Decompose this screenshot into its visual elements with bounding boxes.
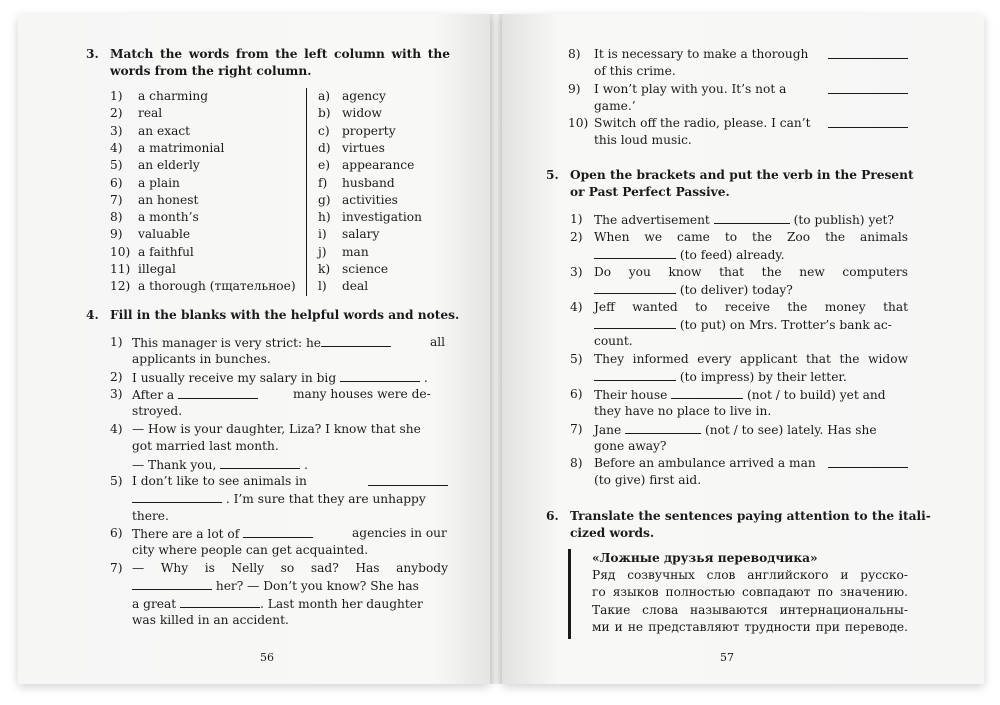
item-number: 2) <box>110 370 123 384</box>
answer-blank-row <box>828 455 908 473</box>
left-page <box>18 14 490 684</box>
list-item: 7) an honest <box>110 192 199 207</box>
item-text: There are a lot of <box>132 525 313 543</box>
list-item: j) man <box>318 244 369 259</box>
column-divider <box>306 88 307 296</box>
list-item: 11) illegal <box>110 262 176 276</box>
item-text: there. <box>132 509 169 523</box>
exercise-4-title: Fill in the blanks with the helpful words and notes. <box>110 308 460 322</box>
answer-blank[interactable] <box>340 369 420 382</box>
page-number: 56 <box>260 651 274 664</box>
item-text: (to impress) by their letter. <box>594 368 847 386</box>
answer-blank[interactable] <box>714 211 790 224</box>
item-text: They informed every applicant that the widow <box>594 352 908 366</box>
list-item: d) virtues <box>318 140 385 155</box>
item-text: gone away? <box>594 439 667 453</box>
item-text: After a <box>132 386 258 404</box>
item-text: count. <box>594 334 633 348</box>
item-text: — Why is Nelly so sad? Has anybody <box>132 561 448 575</box>
answer-blank[interactable] <box>132 577 212 590</box>
item-text: agencies in our <box>352 526 447 540</box>
list-item: 1) a charming <box>110 89 209 103</box>
item-text: (to give) first aid. <box>594 473 702 487</box>
note-box-line: ми и не представляют трудности при переводе. <box>592 620 908 634</box>
item-number: 9) <box>568 82 581 96</box>
item-text: When we came to the Zoo the animals <box>594 230 908 244</box>
item-number: 1) <box>570 212 583 226</box>
item-text: I won’t play with you. It’s not a <box>594 82 787 96</box>
item-text: got married last month. <box>132 439 279 453</box>
item-text: This manager is very strict: he <box>132 334 391 352</box>
exercise-6-title-line1: Translate the sentences paying attention to the itali- <box>570 509 931 523</box>
list-item: h) investigation <box>318 210 422 225</box>
list-item: a) agency <box>318 89 386 103</box>
item-text: stroyed. <box>132 404 183 418</box>
item-text: city where people can get acquainted. <box>132 543 369 557</box>
list-item: k) science <box>318 262 389 276</box>
item-text: of this crime. <box>594 64 676 78</box>
item-number: 10) <box>568 116 589 130</box>
item-number: 3) <box>570 265 583 279</box>
answer-blank[interactable] <box>625 421 701 434</box>
item-text: all <box>430 335 446 349</box>
item-number: 6) <box>570 387 583 401</box>
item-text: The advertisement (to publish) yet? <box>594 213 894 227</box>
item-text: they have no place to live in. <box>594 404 772 418</box>
answer-blank-row <box>828 81 908 99</box>
right-column-list <box>318 88 458 298</box>
item-text: I don’t like to see animals in <box>132 474 307 488</box>
answer-blank[interactable] <box>178 386 258 399</box>
exercise-3-title-line1: Match the words from the left column with the <box>110 47 450 61</box>
item-text: . I’m sure that they are unhappy <box>132 490 426 508</box>
right-page <box>502 14 984 684</box>
item-number: 3) <box>110 387 123 401</box>
item-text: this loud music. <box>594 133 692 147</box>
answer-blank-row <box>368 473 448 491</box>
list-item: 3) an exact <box>110 123 191 138</box>
answer-blank[interactable] <box>828 46 908 59</box>
item-number: 5) <box>570 352 583 366</box>
item-text: Jeff wanted to receive the money that <box>594 300 908 314</box>
note-box-title: «Ложные друзья переводчика» <box>592 551 818 565</box>
list-item: g) activities <box>318 192 398 207</box>
item-number: 2) <box>570 230 583 244</box>
answer-blank[interactable] <box>321 334 391 347</box>
item-number: 7) <box>570 422 583 436</box>
answer-blank-row <box>828 115 908 133</box>
answer-blank[interactable] <box>594 246 676 259</box>
list-item: e) appearance <box>318 158 415 173</box>
exercise-5-title-line1: Open the brackets and put the verb in the Present <box>570 168 914 182</box>
item-number: 6) <box>110 526 123 540</box>
item-text: Switch off the radio, please. I can’t <box>594 116 811 130</box>
exercise-3-title-line2: words from the right column. <box>110 64 312 78</box>
answer-blank[interactable] <box>828 455 908 468</box>
answer-blank[interactable] <box>828 81 908 94</box>
item-text: applicants in bunches. <box>132 352 271 366</box>
item-text: Before an ambulance arrived a man <box>594 456 816 470</box>
answer-blank[interactable] <box>594 316 676 329</box>
item-number: 4) <box>570 300 583 314</box>
answer-blank[interactable] <box>828 115 908 128</box>
item-number: 8) <box>570 456 583 470</box>
item-text: (to feed) already. <box>594 246 785 264</box>
item-text: I usually receive my salary in big . <box>132 371 428 385</box>
item-text: — Thank you, . <box>132 458 308 472</box>
exercise-3-number: 3. <box>86 47 99 61</box>
note-box-line: го языков полностью совпадают по значению. <box>592 585 908 599</box>
answer-blank[interactable] <box>243 525 313 538</box>
answer-blank[interactable] <box>594 281 676 294</box>
list-item: 12) a thorough (тщательное) <box>110 279 296 294</box>
item-text: — How is your daughter, Liza? I know that she <box>132 422 421 436</box>
item-text: Their house (not / to build) yet and <box>594 388 886 402</box>
answer-blank[interactable] <box>671 386 743 399</box>
item-number: 7) <box>110 561 123 575</box>
list-item: 4) a matrimonial <box>110 140 225 155</box>
left-column-list <box>110 88 310 298</box>
item-text: game.’ <box>594 99 636 113</box>
exercise-6-title-line2: cized words. <box>570 526 655 540</box>
exercise-4-number: 4. <box>86 308 99 322</box>
answer-blank[interactable] <box>132 490 222 503</box>
answer-blank-row <box>828 46 908 64</box>
list-item: 5) an elderly <box>110 158 200 173</box>
list-item: c) property <box>318 123 396 138</box>
item-number: 4) <box>110 422 123 436</box>
list-item: 6) a plain <box>110 175 180 190</box>
page-number: 57 <box>720 651 734 664</box>
answer-blank[interactable] <box>594 368 676 381</box>
list-item: f) husband <box>318 175 395 190</box>
item-text: It is necessary to make a thorough <box>594 47 809 61</box>
answer-blank[interactable] <box>368 473 448 486</box>
item-text: a great . Last month her daughter <box>132 597 423 611</box>
exercise-5-title-line2: or Past Perfect Passive. <box>570 185 730 199</box>
list-item: 9) valuable <box>110 227 191 242</box>
item-text: her? — Don’t you know? She has <box>132 577 419 595</box>
list-item: 10) a faithful <box>110 244 194 259</box>
item-number: 8) <box>568 47 581 61</box>
item-text: (to deliver) today? <box>594 281 793 299</box>
list-item: 2) real <box>110 106 163 121</box>
list-item: 8) a month’s <box>110 210 199 225</box>
exercise-5-number: 5. <box>546 168 559 182</box>
answer-blank[interactable] <box>180 595 260 608</box>
item-text: Do you know that the new computers <box>594 265 908 279</box>
answer-blank[interactable] <box>220 456 300 469</box>
item-number: 5) <box>110 474 123 488</box>
item-text: was killed in an accident. <box>132 613 289 627</box>
item-number: 1) <box>110 335 123 349</box>
note-box-line: Такие слова называются интернациональны- <box>592 603 908 617</box>
note-box-line: Ряд созвучных слов английского и русско- <box>592 568 908 582</box>
list-item: l) deal <box>318 279 369 294</box>
list-item: i) salary <box>318 227 380 242</box>
item-text: Jane (not / to see) lately. Has she <box>594 423 877 437</box>
list-item: b) widow <box>318 106 382 121</box>
item-text: many houses were de- <box>293 387 431 401</box>
note-box-border <box>568 549 571 639</box>
exercise-6-number: 6. <box>546 509 559 523</box>
item-text: (to put) on Mrs. Trotter’s bank ac- <box>594 316 892 334</box>
